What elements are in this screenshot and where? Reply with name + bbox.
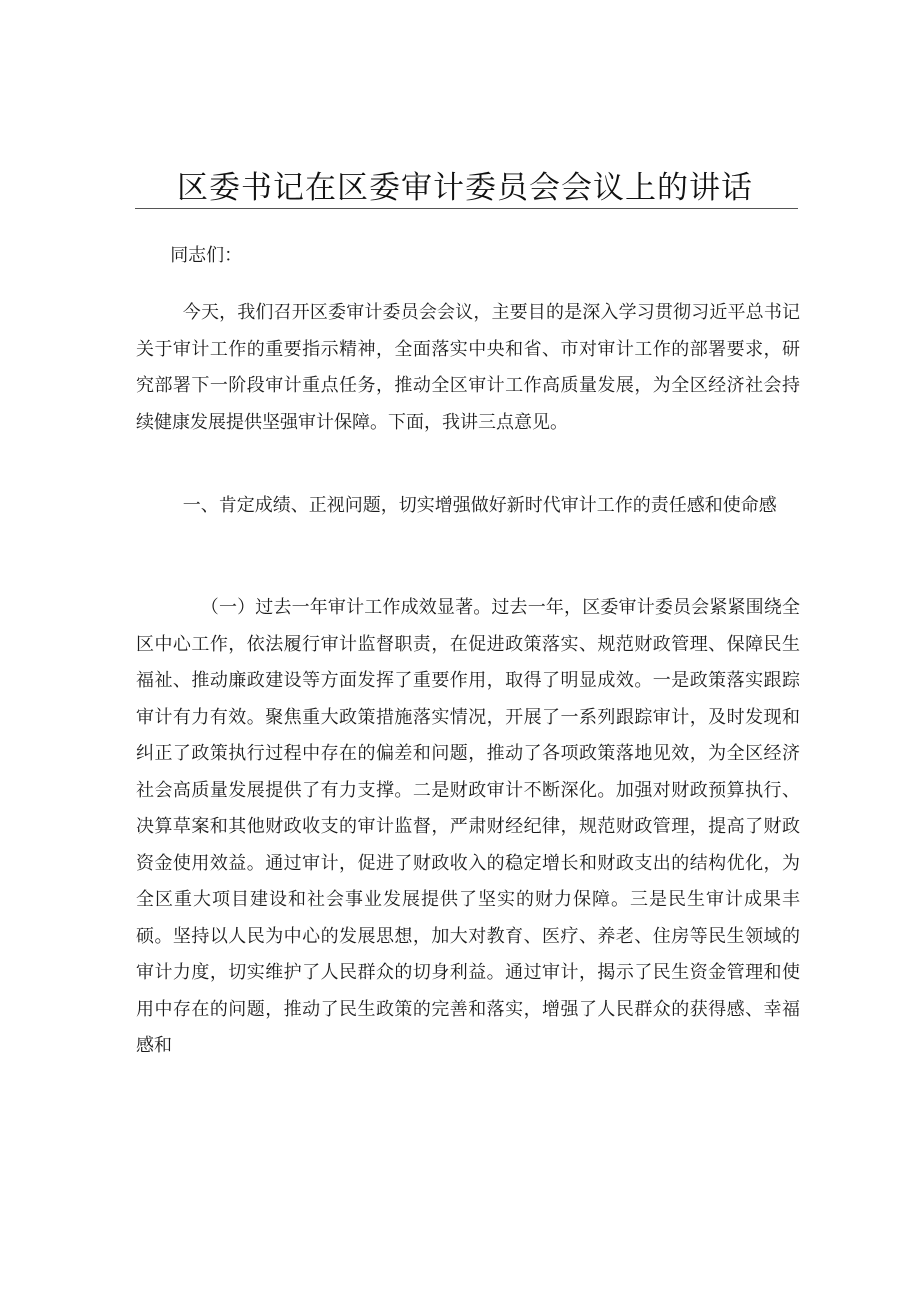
section-heading-1: 一、肯定成绩、正视问题，切实增强做好新时代审计工作的责任感和使命感 [182, 495, 777, 516]
paragraph-subsection-1: （一）过去一年审计工作成效显著。过去一年，区委审计委员会紧紧围绕全区中心工作，依法履行审计监督职责，在促进政策落实、规范财政管理、保障民生福祉、推动廉政建设等方面发挥了重要作用，取得了明显成效。一是政策落实跟踪审计有力有效。聚焦重大政策措施落实情况，开展了一系列跟踪审计，及时发现和纠正了政策执行过程中存在的偏差和问题，推动了各项政策落地见效，为全区经济社会高质量发展提供了有力支撑。二是财政审计不断深化。加强对财政预算执行、决算草案和其他财政收支的审计监督，严肃财经纪律，规范财政管理，提高了财政资金使用效益。通过审计，促进了财政收入的稳定增长和财政支出的结构优化，为全区重大项目建设和社会事业发展提供了坚实的财力保障。三是民生审计成果丰硕。坚持以人民为中心的发展思想，加大对教育、医疗、养老、住房等民生领域的审计力度，切实维护了人民群众的切身利益。通过审计，揭示了民生资金管理和使用中存在的问题，推动了民生政策的完善和落实，增强了人民群众的获得感、幸福感和 [136, 597, 800, 1056]
paragraph-intro: 今天，我们召开区委审计委员会会议，主要目的是深入学习贯彻习近平总书记关于审计工作的重要指示精神，全面落实中央和省、市对审计工作的部署要求，研究部署下一阶段审计重点任务，推动全区审计工作高质量发展，为全区经济社会持续健康发展提供坚强审计保障。下面，我讲三点意见。 [136, 302, 800, 433]
greeting: 同志们： [170, 245, 243, 266]
title-underline [135, 208, 798, 209]
document-title: 区委书记在区委审计委员会会议上的讲话 [177, 170, 753, 206]
